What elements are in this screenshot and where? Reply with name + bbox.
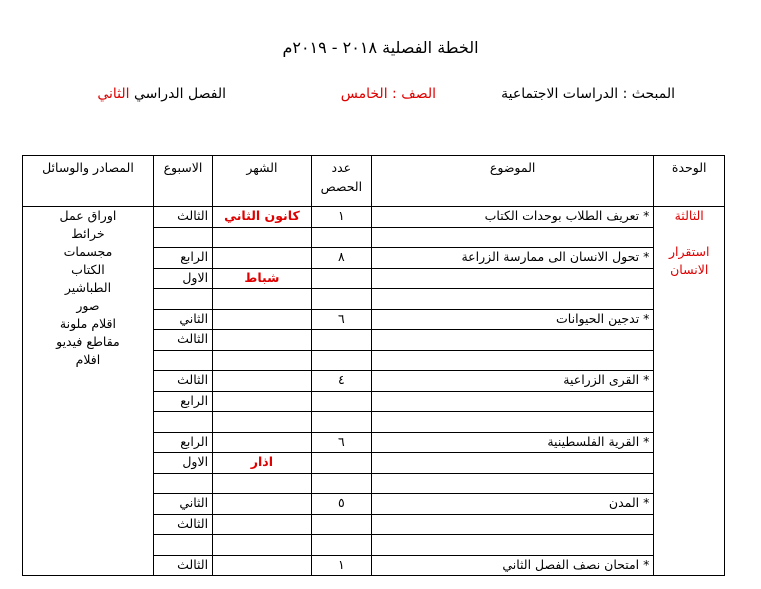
unit-line3: الانسان xyxy=(670,262,709,277)
cell-week: الثالث xyxy=(153,330,212,351)
resource-item: صور xyxy=(76,298,100,313)
resource-item: مقاطع فيديو xyxy=(56,334,120,349)
resource-item: اقلام ملونة xyxy=(59,316,116,331)
cell-week: الرابع xyxy=(153,432,212,453)
cell-topic xyxy=(371,391,653,412)
cell-month xyxy=(213,248,312,269)
cell-week xyxy=(153,227,212,248)
cell-count xyxy=(311,268,371,289)
table-header-row xyxy=(23,156,725,207)
page-title: الخطة الفصلية ٢٠١٨ - ٢٠١٩م xyxy=(282,38,479,57)
cell-month xyxy=(213,494,312,515)
cell-week xyxy=(153,535,212,556)
cell-count: ٨ xyxy=(311,248,371,269)
unit-cell xyxy=(654,207,725,576)
cell-topic xyxy=(371,535,653,556)
cell-week: الثالث xyxy=(153,514,212,535)
plan-table-body xyxy=(23,207,725,576)
cell-month xyxy=(213,555,312,576)
cell-month: كانون الثاني xyxy=(213,207,312,228)
cell-topic xyxy=(371,268,653,289)
resource-item: مجسمات xyxy=(63,244,113,259)
cell-week: الثالث xyxy=(153,207,212,228)
cell-topic xyxy=(371,473,653,494)
cell-week: الاول xyxy=(153,268,212,289)
cell-count xyxy=(311,227,371,248)
cell-topic xyxy=(371,289,653,310)
col-header-count-line1: عدد xyxy=(331,160,352,175)
cell-month xyxy=(213,473,312,494)
cell-month: شباط xyxy=(213,268,312,289)
col-header-topic: الموضوع xyxy=(371,156,653,207)
cell-topic: * امتحان نصف الفصل الثاني xyxy=(371,555,653,576)
cell-count: ١ xyxy=(311,555,371,576)
cell-month xyxy=(213,514,312,535)
cell-month xyxy=(213,227,312,248)
cell-month xyxy=(213,432,312,453)
cell-count xyxy=(311,289,371,310)
col-header-count-line2: الحصص xyxy=(320,179,363,194)
unit-line2: استقرار xyxy=(668,244,710,259)
cell-week xyxy=(153,473,212,494)
cell-topic: * تحول الانسان الى ممارسة الزراعة xyxy=(371,248,653,269)
cell-week: الرابع xyxy=(153,391,212,412)
unit-line1: الثالثة xyxy=(674,208,704,223)
cell-count xyxy=(311,473,371,494)
cell-topic xyxy=(371,227,653,248)
col-header-week: الاسبوع xyxy=(153,156,212,207)
col-header-count xyxy=(311,156,371,207)
cell-month xyxy=(213,535,312,556)
cell-week xyxy=(153,289,212,310)
cell-month xyxy=(213,350,312,371)
cell-topic: * المدن xyxy=(371,494,653,515)
resource-item: الطباشير xyxy=(64,280,112,295)
table-row xyxy=(23,207,725,228)
resource-item: اوراق عمل xyxy=(59,208,117,223)
subject-label: المبحث : الدراسات الاجتماعية xyxy=(501,86,675,102)
resource-item: الكتاب xyxy=(71,262,105,277)
resources-cell xyxy=(23,207,154,576)
cell-topic xyxy=(371,330,653,351)
plan-table xyxy=(22,155,725,576)
cell-topic: * تدجين الحيوانات xyxy=(371,309,653,330)
cell-topic xyxy=(371,412,653,433)
cell-week xyxy=(153,350,212,371)
cell-month: اذار xyxy=(213,453,312,474)
cell-month xyxy=(213,391,312,412)
cell-week xyxy=(153,412,212,433)
resource-item: افلام xyxy=(75,352,101,367)
semester-value: الثاني xyxy=(97,86,130,102)
cell-count: ٦ xyxy=(311,309,371,330)
cell-topic: * القرى الزراعية xyxy=(371,371,653,392)
cell-count: ٥ xyxy=(311,494,371,515)
cell-count: ٦ xyxy=(311,432,371,453)
cell-month xyxy=(213,330,312,351)
cell-topic xyxy=(371,453,653,474)
cell-week: الرابع xyxy=(153,248,212,269)
resource-item: خرائط xyxy=(71,226,105,241)
cell-topic xyxy=(371,350,653,371)
col-header-month: الشهر xyxy=(213,156,312,207)
cell-count xyxy=(311,453,371,474)
cell-topic: * تعريف الطلاب بوحدات الكتاب xyxy=(371,207,653,228)
cell-count: ١ xyxy=(311,207,371,228)
cell-count xyxy=(311,514,371,535)
cell-count xyxy=(311,330,371,351)
cell-week: الاول xyxy=(153,453,212,474)
semester-label xyxy=(97,86,226,102)
grade-label: الصف : الخامس xyxy=(340,86,436,102)
cell-month xyxy=(213,412,312,433)
cell-count xyxy=(311,412,371,433)
cell-count xyxy=(311,350,371,371)
cell-count xyxy=(311,391,371,412)
cell-count: ٤ xyxy=(311,371,371,392)
cell-count xyxy=(311,535,371,556)
cell-month xyxy=(213,289,312,310)
cell-topic xyxy=(371,514,653,535)
semester-label-text: الفصل الدراسي xyxy=(134,86,226,102)
cell-month xyxy=(213,309,312,330)
cell-topic: * القرية الفلسطينية xyxy=(371,432,653,453)
cell-month xyxy=(213,371,312,392)
cell-week: الثاني xyxy=(153,494,212,515)
col-header-resources: المصادر والوسائل xyxy=(23,156,154,207)
cell-week: الثاني xyxy=(153,309,212,330)
col-header-unit: الوحدة xyxy=(654,156,725,207)
cell-week: الثالث xyxy=(153,371,212,392)
cell-week: الثالث xyxy=(153,555,212,576)
